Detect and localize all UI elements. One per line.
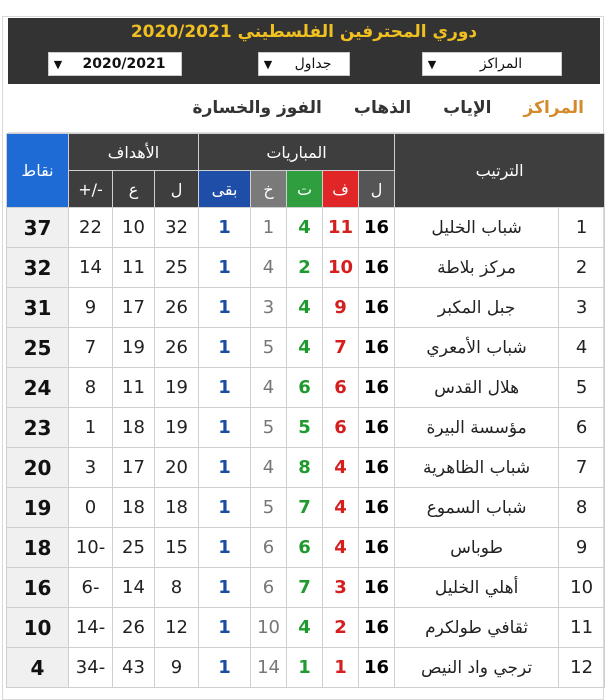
- remaining-cell: 1: [199, 248, 251, 288]
- lost-cell: 4: [251, 368, 287, 408]
- drawn-cell: 1: [287, 648, 323, 688]
- team-name-cell: جبل المكبر: [395, 288, 559, 328]
- played-header: ل: [359, 171, 395, 208]
- won-header: ف: [323, 171, 359, 208]
- won-cell: 1: [323, 648, 359, 688]
- team-name-cell: طوباس: [395, 528, 559, 568]
- position-cell: 6: [559, 408, 605, 448]
- tab-standings[interactable]: المراكز: [523, 98, 584, 118]
- drawn-cell: 7: [287, 488, 323, 528]
- team-name-cell: شباب السموع: [395, 488, 559, 528]
- points-cell: 20: [7, 448, 69, 488]
- points-cell: 37: [7, 208, 69, 248]
- points-cell: 10: [7, 608, 69, 648]
- goal-diff-cell: 10-: [69, 528, 113, 568]
- matches-header: المباريات: [199, 134, 395, 171]
- played-cell: 16: [359, 648, 395, 688]
- drawn-cell: 6: [287, 528, 323, 568]
- table-row: [7, 328, 605, 368]
- goal-diff-cell: 22: [69, 208, 113, 248]
- remaining-cell: 1: [199, 648, 251, 688]
- points-cell: 18: [7, 528, 69, 568]
- remaining-header: بقى: [199, 171, 251, 208]
- played-cell: 16: [359, 568, 395, 608]
- goal-diff-cell: 1: [69, 408, 113, 448]
- league-title: دوري المحترفين الفلسطيني 2020/2021: [130, 22, 478, 42]
- goals-against-cell: 18: [113, 408, 155, 448]
- remaining-cell: 1: [199, 368, 251, 408]
- played-cell: 16: [359, 368, 395, 408]
- drawn-cell: 7: [287, 568, 323, 608]
- season-select[interactable]: ▼ 2020/2021: [48, 52, 182, 76]
- lost-cell: 6: [251, 528, 287, 568]
- rank-header: الترتيب: [395, 134, 605, 208]
- won-cell: 4: [323, 488, 359, 528]
- played-cell: 16: [359, 448, 395, 488]
- played-cell: 16: [359, 288, 395, 328]
- lost-cell: 10: [251, 608, 287, 648]
- remaining-cell: 1: [199, 208, 251, 248]
- position-cell: 7: [559, 448, 605, 488]
- played-cell: 16: [359, 528, 395, 568]
- lost-cell: 6: [251, 568, 287, 608]
- table-row: [7, 448, 605, 488]
- goals-for-cell: 15: [155, 528, 199, 568]
- points-cell: 25: [7, 328, 69, 368]
- table-type-select[interactable]: ▼ جداول: [258, 52, 350, 76]
- goal-diff-cell: 3: [69, 448, 113, 488]
- points-cell: 31: [7, 288, 69, 328]
- goal-diff-header: +/-: [69, 171, 113, 208]
- remaining-cell: 1: [199, 448, 251, 488]
- goals-against-cell: 17: [113, 288, 155, 328]
- drawn-cell: 4: [287, 328, 323, 368]
- remaining-cell: 1: [199, 328, 251, 368]
- team-name-cell: شباب الظاهرية: [395, 448, 559, 488]
- goals-against-cell: 43: [113, 648, 155, 688]
- tab-first-leg[interactable]: الذهاب: [353, 98, 412, 118]
- position-cell: 4: [559, 328, 605, 368]
- goals-for-cell: 9: [155, 648, 199, 688]
- drawn-cell: 8: [287, 448, 323, 488]
- team-name-cell: مركز بلاطة: [395, 248, 559, 288]
- lost-cell: 1: [251, 208, 287, 248]
- lost-cell: 14: [251, 648, 287, 688]
- played-cell: 16: [359, 208, 395, 248]
- widget-header: [8, 18, 600, 84]
- goals-for-cell: 8: [155, 568, 199, 608]
- drawn-cell: 4: [287, 288, 323, 328]
- goals-against-cell: 26: [113, 608, 155, 648]
- won-cell: 2: [323, 608, 359, 648]
- lost-cell: 5: [251, 488, 287, 528]
- tab-win-loss[interactable]: الفوز والخسارة: [192, 98, 322, 118]
- goal-diff-cell: 14-: [69, 608, 113, 648]
- centers-select[interactable]: ▼ المراكز: [422, 52, 562, 76]
- team-name-cell: أهلي الخليل: [395, 568, 559, 608]
- points-cell: 24: [7, 368, 69, 408]
- remaining-cell: 1: [199, 488, 251, 528]
- goals-against-cell: 18: [113, 488, 155, 528]
- dropdown-arrow-icon: ▼: [427, 57, 437, 71]
- table-row: [7, 528, 605, 568]
- goals-against-cell: 17: [113, 448, 155, 488]
- points-cell: 32: [7, 248, 69, 288]
- drawn-cell: 6: [287, 368, 323, 408]
- position-cell: 1: [559, 208, 605, 248]
- remaining-cell: 1: [199, 608, 251, 648]
- remaining-cell: 1: [199, 408, 251, 448]
- table-row: [7, 248, 605, 288]
- drawn-cell: 4: [287, 208, 323, 248]
- goals-for-cell: 26: [155, 328, 199, 368]
- tab-second-leg[interactable]: الإياب: [443, 98, 492, 118]
- won-cell: 11: [323, 208, 359, 248]
- team-name-cell: هلال القدس: [395, 368, 559, 408]
- lost-cell: 3: [251, 288, 287, 328]
- position-cell: 3: [559, 288, 605, 328]
- position-cell: 12: [559, 648, 605, 688]
- table-row: [7, 288, 605, 328]
- goal-diff-cell: 14: [69, 248, 113, 288]
- points-cell: 16: [7, 568, 69, 608]
- goals-against-header: ع: [113, 171, 155, 208]
- goals-header: الأهداف: [69, 134, 199, 171]
- standings-table: [6, 133, 605, 688]
- goals-for-cell: 26: [155, 288, 199, 328]
- goals-for-cell: 25: [155, 248, 199, 288]
- goals-against-cell: 11: [113, 368, 155, 408]
- played-cell: 16: [359, 408, 395, 448]
- won-cell: 4: [323, 528, 359, 568]
- won-cell: 6: [323, 368, 359, 408]
- points-cell: 19: [7, 488, 69, 528]
- points-header: نقاط: [7, 134, 69, 208]
- goal-diff-cell: 9: [69, 288, 113, 328]
- standings-rows: [7, 208, 605, 688]
- goal-diff-cell: 34-: [69, 648, 113, 688]
- header-row-1: [7, 134, 605, 171]
- played-cell: 16: [359, 328, 395, 368]
- view-tabs: [8, 84, 600, 133]
- table-row: [7, 608, 605, 648]
- goal-diff-cell: 8: [69, 368, 113, 408]
- drawn-cell: 5: [287, 408, 323, 448]
- team-name-cell: ترجي واد النيص: [395, 648, 559, 688]
- team-name-cell: مؤسسة البيرة: [395, 408, 559, 448]
- goals-against-cell: 25: [113, 528, 155, 568]
- table-row: [7, 208, 605, 248]
- goals-for-cell: 18: [155, 488, 199, 528]
- won-cell: 9: [323, 288, 359, 328]
- table-row: [7, 568, 605, 608]
- position-cell: 5: [559, 368, 605, 408]
- points-cell: 4: [7, 648, 69, 688]
- played-cell: 16: [359, 248, 395, 288]
- won-cell: 6: [323, 408, 359, 448]
- position-cell: 9: [559, 528, 605, 568]
- table-row: [7, 368, 605, 408]
- goal-diff-cell: 6-: [69, 568, 113, 608]
- won-cell: 10: [323, 248, 359, 288]
- remaining-cell: 1: [199, 288, 251, 328]
- table-row: [7, 648, 605, 688]
- table-row: [7, 488, 605, 528]
- goals-for-cell: 19: [155, 368, 199, 408]
- played-cell: 16: [359, 608, 395, 648]
- goal-diff-cell: 7: [69, 328, 113, 368]
- dropdown-arrow-icon: ▼: [53, 57, 63, 71]
- points-cell: 23: [7, 408, 69, 448]
- team-name-cell: شباب الخليل: [395, 208, 559, 248]
- team-name-cell: ثقافي طولكرم: [395, 608, 559, 648]
- goals-for-header: ل: [155, 171, 199, 208]
- lost-cell: 5: [251, 328, 287, 368]
- team-name-cell: شباب الأمعري: [395, 328, 559, 368]
- position-cell: 2: [559, 248, 605, 288]
- goals-against-cell: 10: [113, 208, 155, 248]
- goals-for-cell: 32: [155, 208, 199, 248]
- goals-against-cell: 11: [113, 248, 155, 288]
- lost-cell: 5: [251, 408, 287, 448]
- won-cell: 3: [323, 568, 359, 608]
- goals-against-cell: 14: [113, 568, 155, 608]
- goals-against-cell: 19: [113, 328, 155, 368]
- remaining-cell: 1: [199, 568, 251, 608]
- won-cell: 4: [323, 448, 359, 488]
- position-cell: 8: [559, 488, 605, 528]
- lost-cell: 4: [251, 448, 287, 488]
- goals-for-cell: 12: [155, 608, 199, 648]
- position-cell: 11: [559, 608, 605, 648]
- goal-diff-cell: 0: [69, 488, 113, 528]
- drawn-header: ت: [287, 171, 323, 208]
- won-cell: 7: [323, 328, 359, 368]
- lost-cell: 4: [251, 248, 287, 288]
- lost-header: خ: [251, 171, 287, 208]
- played-cell: 16: [359, 488, 395, 528]
- position-cell: 10: [559, 568, 605, 608]
- drawn-cell: 2: [287, 248, 323, 288]
- dropdown-arrow-icon: ▼: [263, 57, 273, 71]
- remaining-cell: 1: [199, 528, 251, 568]
- table-row: [7, 408, 605, 448]
- drawn-cell: 4: [287, 608, 323, 648]
- goals-for-cell: 19: [155, 408, 199, 448]
- goals-for-cell: 20: [155, 448, 199, 488]
